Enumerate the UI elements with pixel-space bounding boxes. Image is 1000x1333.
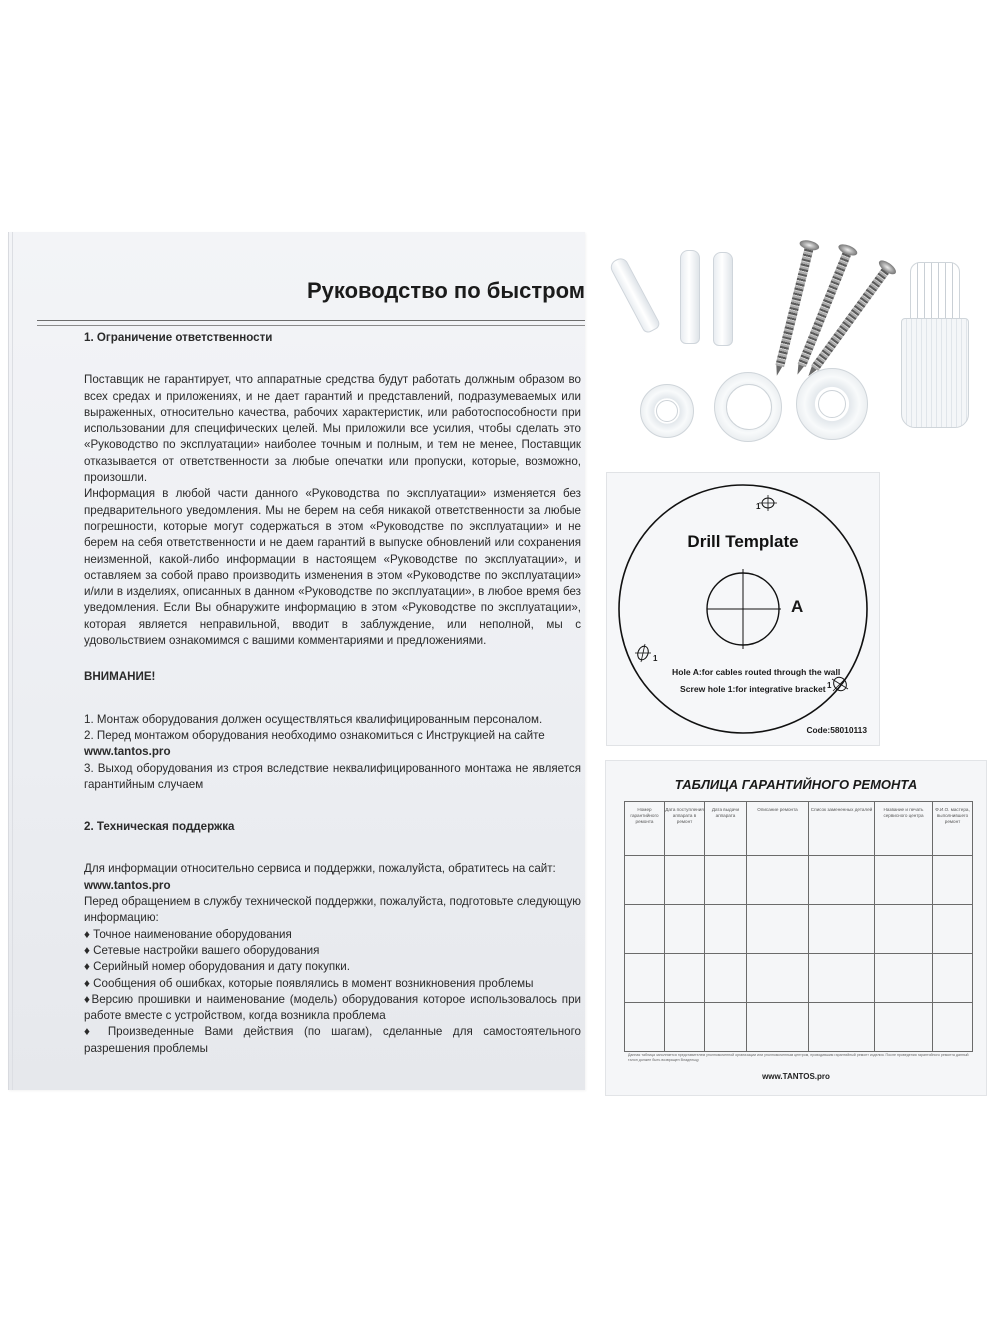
table-row xyxy=(625,905,973,954)
mounting-kit xyxy=(598,222,998,452)
table-cell xyxy=(875,1003,933,1052)
table-cell xyxy=(933,905,973,954)
liability-paragraph-1: Поставщик не гарантирует, что аппаратные средства будут работать должным образом во всех средах и приложениях, и не дает гарантий и представлений, подразумеваемых или выраженных, относительно качества, рабочих характеристик, или работоспособности при использовании для специфических целей. Мы приложили все усилия, чтобы сделать это «Руководство по эксплуатации» наиболее точным и полным, и тем не менее, Поставщик отказывается от ответственности за любые опечатки или пропуски, которые, возможно, произошли. xyxy=(84,373,581,485)
support-site-link[interactable]: www.tantos.pro xyxy=(84,878,171,892)
table-cell xyxy=(747,954,809,1003)
warning-site-link[interactable]: www.tantos.pro xyxy=(84,745,171,759)
table-cell xyxy=(705,1003,747,1052)
screw-hole-note: Screw hole 1:for integrative bracket xyxy=(680,684,826,694)
table-cell xyxy=(809,954,875,1003)
table-cell xyxy=(665,905,705,954)
table-cell xyxy=(705,905,747,954)
manual-body xyxy=(84,330,581,1057)
hole-a-note: Hole A:for cables routed through the wall xyxy=(672,667,841,677)
table-cell xyxy=(665,1003,705,1052)
column-header: Дата поступления аппарата в ремонт xyxy=(665,802,705,856)
table-cell xyxy=(875,856,933,905)
table-cell xyxy=(933,856,973,905)
support-bullet-2: ♦ Сетевые настройки вашего оборудования xyxy=(84,943,320,957)
column-header: Номер гарантийного ремонта xyxy=(625,802,665,856)
liability-paragraph-2: Информация в любой части данного «Руководства по эксплуатации» изменяется без предварительного уведомления. Мы не берем на себя никакой ответственности за любые погрешности, которые могут содержаться в этом «Руководстве по эксплуатации» и не берем на себя ответственности и не даем гарантий в выпуске обновлений или сохранения неизменной, какой-либо информации в настоящем «Руководстве по эксплуатации», и оставляем за собой право производить изменения в этом «Руководстве по эксплуатации» и/или в изделиях, описанных в данном «Руководстве по эксплуатации», в любое время без уведомления. Если Вы обнаружите информацию в этом «Руководстве по эксплуатации», которая является неправильной, вводит в заблуждение, или неполной, мы с удовольствием ознакомимся с вашими комментариями и предложениями. xyxy=(84,487,581,648)
drill-template-diagram xyxy=(607,473,879,745)
table-header-row xyxy=(625,802,973,856)
title-divider xyxy=(37,320,585,326)
support-bullet-1: ♦ Точное наименование оборудования xyxy=(84,927,292,941)
support-prep: Перед обращением в службу технической поддержки, пожалуйста, подготовьте следующую информацию: xyxy=(84,895,581,925)
warning-item-2: 2. Перед монтажом оборудования необходимо ознакомиться с Инструкцией на сайте xyxy=(84,728,545,742)
table-cell xyxy=(625,954,665,1003)
table-cell xyxy=(747,905,809,954)
table-cell xyxy=(705,954,747,1003)
table-row xyxy=(625,954,973,1003)
table-cell xyxy=(665,856,705,905)
table-cell xyxy=(625,856,665,905)
warranty-card xyxy=(605,760,987,1096)
warning-item-3: 3. Выход оборудования из строя вследствие неквалифицированного монтажа не является гарантийным случаем xyxy=(84,761,581,791)
table-row xyxy=(625,856,973,905)
table-cell xyxy=(809,856,875,905)
column-header: Описание ремонта xyxy=(747,802,809,856)
warranty-title: ТАБЛИЦА ГАРАНТИЙНОГО РЕМОНТА xyxy=(674,777,918,792)
table-cell xyxy=(933,954,973,1003)
hole-a-label: A xyxy=(791,597,804,616)
screw-hole-label-left: 1 xyxy=(653,654,658,663)
table-cell xyxy=(875,954,933,1003)
support-intro: Для информации относительно сервиса и поддержки, пожалуйста, обратитесь на сайт: xyxy=(84,862,556,876)
warranty-site-link[interactable]: www.TANTOS.pro xyxy=(762,1072,830,1081)
wall-anchor-icon xyxy=(713,252,733,346)
support-bullet-3: ♦ Серийный номер оборудования и дату покупки. xyxy=(84,960,350,974)
table-cell xyxy=(705,856,747,905)
screw-hole-label-right: 1 xyxy=(827,681,832,690)
support-bullet-6: ♦ Произведенные Вами действия (по шагам), сделанные для самостоятельного разрешения проблемы xyxy=(84,1025,581,1055)
warning-item-1: 1. Монтаж оборудования должен осуществляться квалифицированным персоналом. xyxy=(84,712,543,726)
table-cell xyxy=(625,1003,665,1052)
table-cell xyxy=(933,1003,973,1052)
column-header: Ф.И.О. мастера, выполнившего ремонт xyxy=(933,802,973,856)
gland-nut-icon xyxy=(796,368,868,440)
column-header: Дата выдачи аппарата xyxy=(705,802,747,856)
table-row xyxy=(625,1003,973,1052)
table-cell xyxy=(665,954,705,1003)
section-heading-warning: ВНИМАНИЕ! xyxy=(84,670,156,684)
section-heading-liability: 1. Ограничение ответственности xyxy=(84,331,273,344)
column-header: Название и печать сервисного центра xyxy=(875,802,933,856)
section-heading-support: 2. Техническая поддержка xyxy=(84,820,235,834)
support-bullet-5: ♦Версию прошивки и наименование (модель) оборудования которое использовалось при работе вместе с устройством, когда возникла проблема xyxy=(84,992,581,1023)
template-code: Code:58010113 xyxy=(806,725,867,735)
cable-gland-cap-icon xyxy=(910,262,960,322)
warranty-table xyxy=(624,801,973,1052)
page-fold-line xyxy=(12,232,13,1090)
wall-anchor-icon xyxy=(608,256,661,335)
support-bullet-4: ♦ Сообщения об ошибках, которые появлялись в момент возникновения проблемы xyxy=(84,976,534,990)
table-cell xyxy=(875,905,933,954)
table-cell xyxy=(809,905,875,954)
manual-title: Руководство по быстром xyxy=(306,278,585,303)
screw-hole-label-top: 1 xyxy=(756,502,761,511)
cable-gland-icon xyxy=(901,318,969,428)
column-header: Список замененных деталей xyxy=(809,802,875,856)
drill-template-title: Drill Template xyxy=(687,532,799,551)
manual-sheet xyxy=(8,232,585,1090)
sealing-washer-icon xyxy=(640,384,694,438)
table-cell xyxy=(747,1003,809,1052)
warranty-footnote: Данная таблица заполняется представителем уполномоченной организации или уполномоченным центром, проводившим гарантийный ремонт изделия. После проведения гарантийного ремонта данный талон должен быть возвращен Владельцу xyxy=(628,1053,969,1062)
wall-anchor-icon xyxy=(680,250,700,344)
table-cell xyxy=(625,905,665,954)
table-cell xyxy=(747,856,809,905)
drill-template-card xyxy=(606,472,880,746)
table-cell xyxy=(809,1003,875,1052)
sealing-ring-icon xyxy=(714,372,782,442)
